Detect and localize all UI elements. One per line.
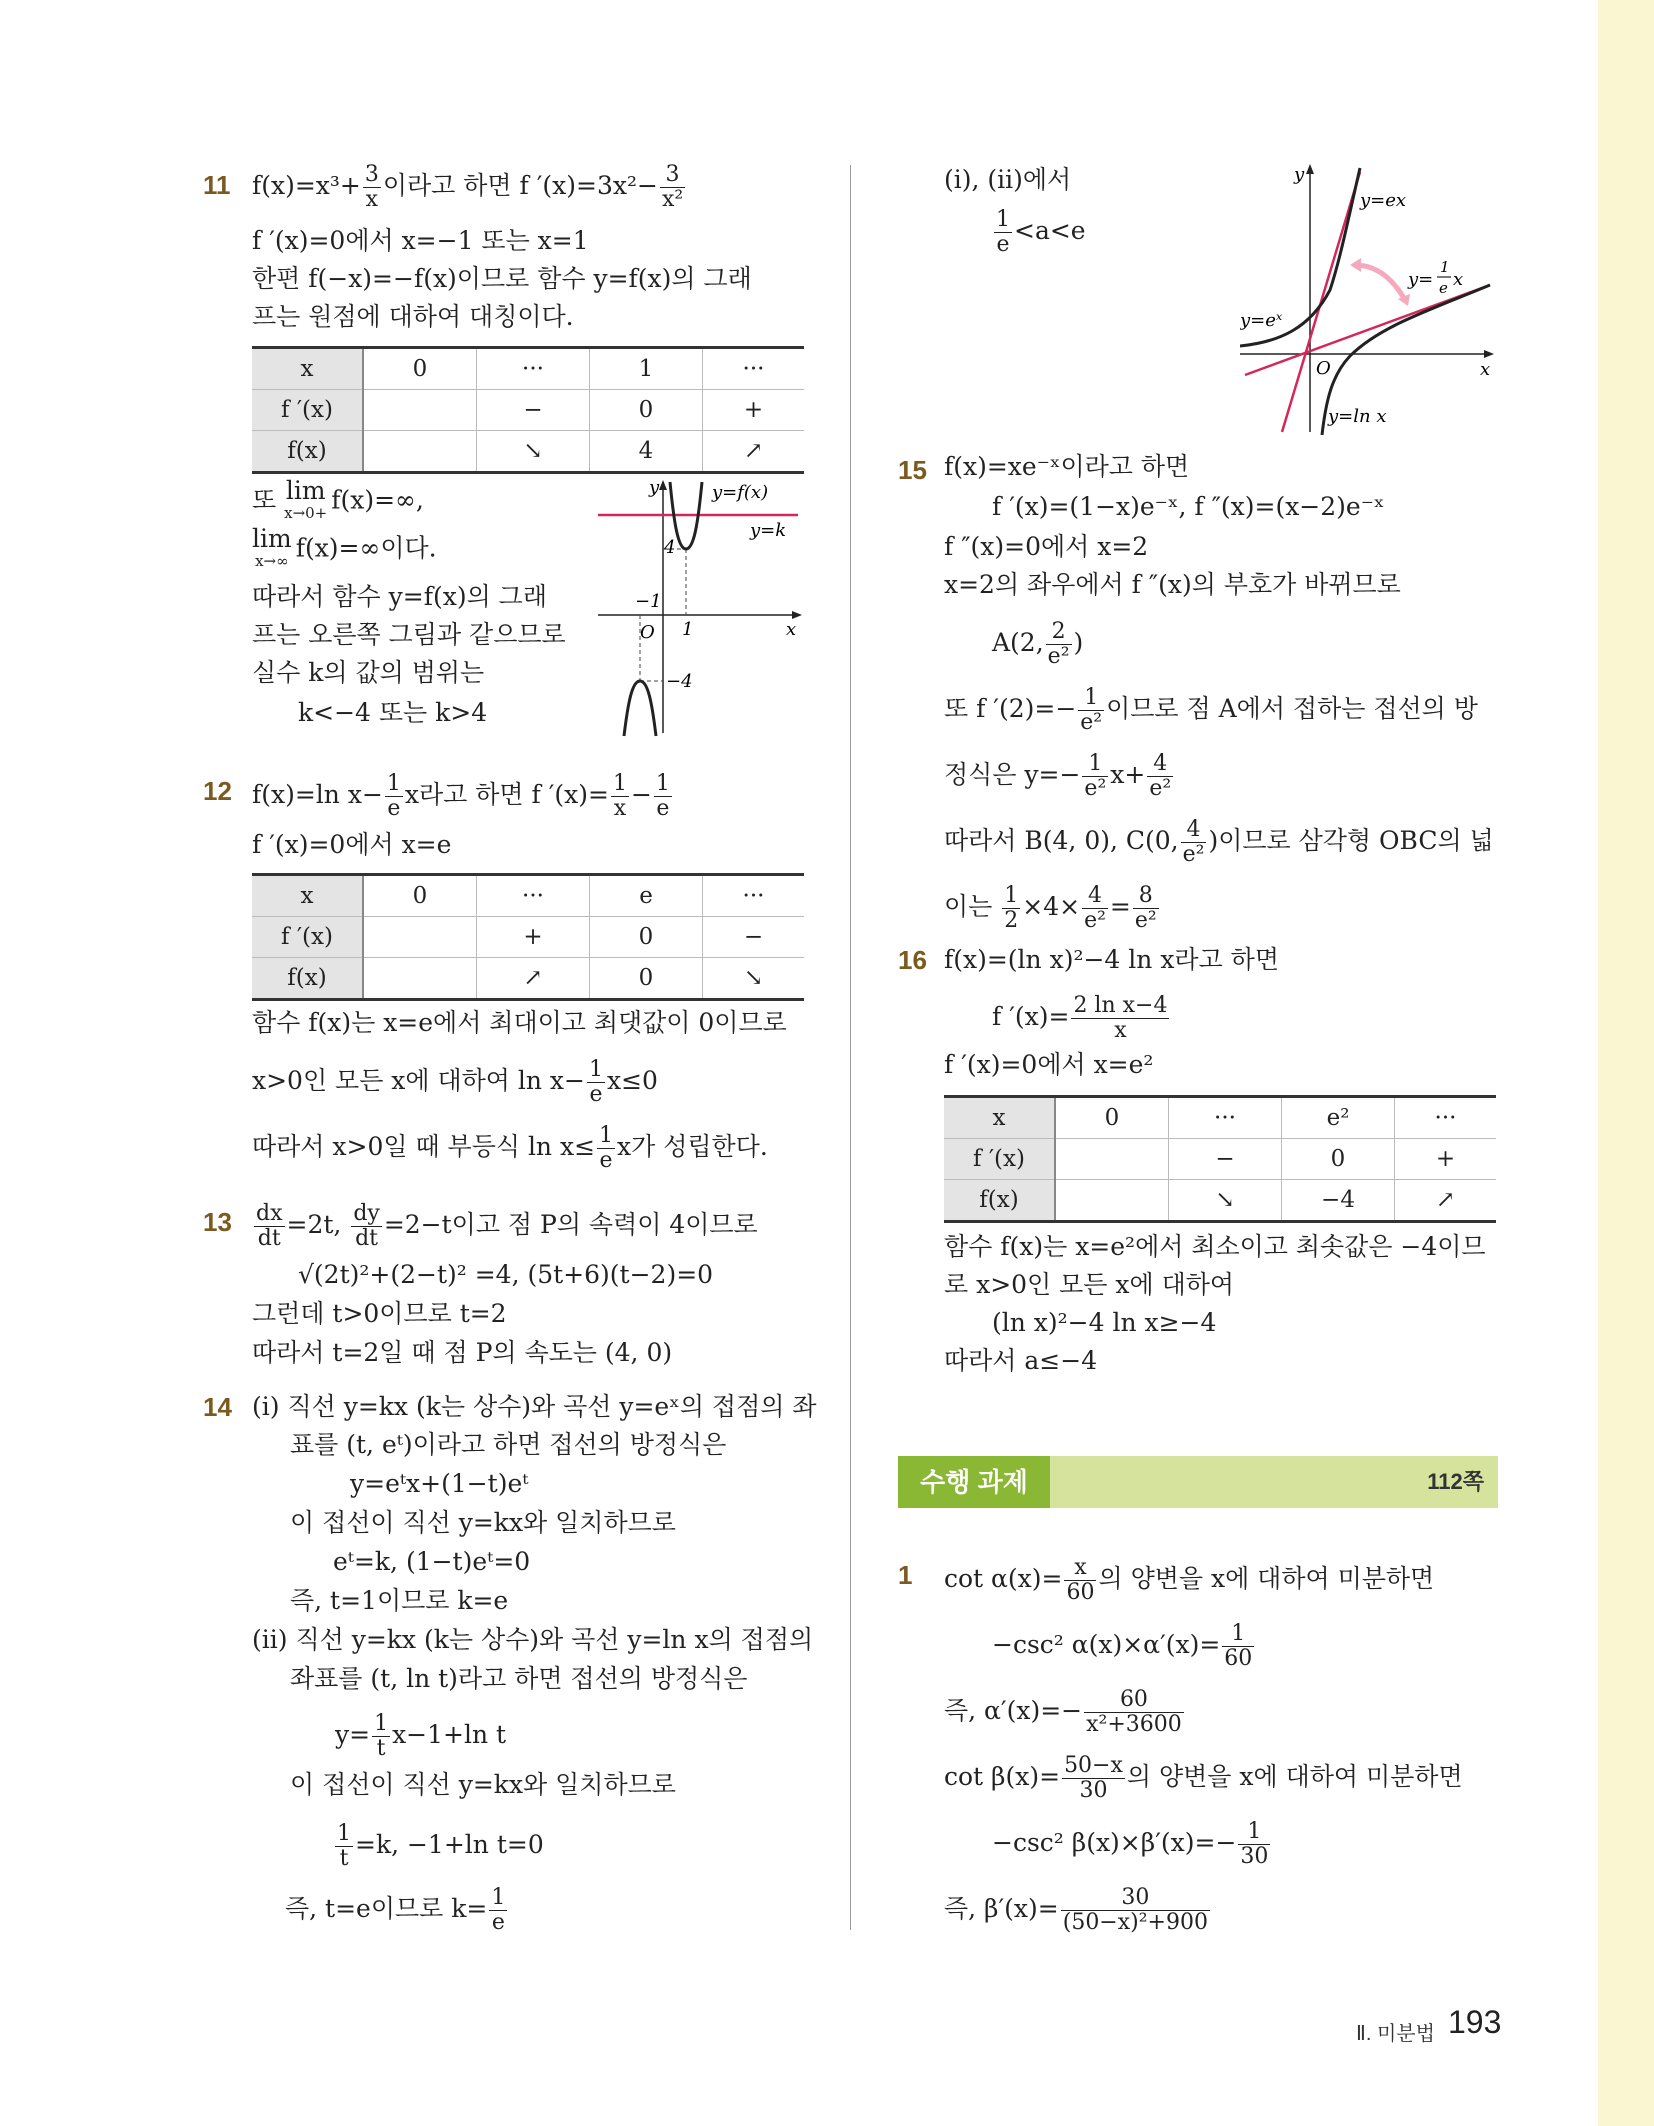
task1-frac2 [1222,1622,1254,1671]
p16-t-r1c3: 0 [1282,1139,1395,1180]
footer-page-number: 193 [1448,2004,1502,2040]
p15-frac6 [1002,884,1020,933]
p12-frac3-num: 1 [655,771,670,796]
p15-line7 [944,752,1175,801]
p12-frac4 [587,1058,605,1107]
p12-frac2 [611,772,629,821]
p11-graph-label-1: 1 [682,619,694,640]
p15-frac2-num: 1 [1078,686,1104,711]
task1-frac6 [1061,1886,1210,1935]
p11-t-r2c0: f(x) [252,431,363,473]
p14-frac1-den: t [376,1736,386,1761]
p11-t-r0c4: ··· [703,348,805,390]
p13-l1a: =2t, [286,1210,342,1239]
p15-l6b: 이므로 점 A에서 접하는 접선의 방 [1106,694,1478,723]
p14-graph-label-y: y [1294,164,1305,185]
p15-line5 [992,620,1083,669]
p16-line4: 함수 f(x)는 x=e²에서 최소이고 최솟값은 −4이므 [944,1232,1486,1261]
p16-t-r1c2: − [1169,1139,1282,1180]
p14-line4: 이 접선이 직선 y=kx와 일치하므로 [290,1508,676,1537]
p12-t-r0c1: 0 [363,875,477,917]
p11-frac1-den: x [365,187,379,212]
p15-line6 [944,686,1478,735]
p16-t-r2c0: f(x) [944,1180,1055,1222]
p15-l9b: ×4× [1022,892,1081,921]
side-margin-strip [1598,0,1654,2126]
task1-frac5-den: 30 [1240,1844,1269,1869]
p11-lim2-sub: x→∞ [255,552,289,570]
task1-l6a: 즉, β′(x)= [944,1894,1059,1923]
p11-graph-label-m4: −4 [666,671,693,692]
p11-t-r0c3: 1 [590,348,703,390]
p14-frac1 [372,1712,390,1761]
p15-frac4 [1147,752,1173,801]
p15-frac7 [1082,884,1108,933]
p16-line6: (ln x)²−4 ln x≥−4 [992,1308,1217,1337]
p14-l9b: x−1+ln t [392,1720,507,1749]
p11-t-r2c2: ↘ [477,431,590,473]
p12-t-r0c4: ··· [703,875,805,917]
p12-frac1-num: 1 [386,771,401,796]
p15-frac6-num: 1 [1004,883,1019,908]
p11-graph-label-x: x [786,619,797,640]
p14-line11 [333,1822,544,1871]
p12-t-r1c0: f ′(x) [252,917,363,958]
p12-t-r2c3: 0 [590,958,703,1000]
p14-frac2 [335,1822,353,1871]
task1-frac2-num: 1 [1222,1622,1254,1647]
p11-line7: 따라서 함수 y=f(x)의 그래 [252,582,547,611]
p12-frac1-den: e [387,796,401,821]
p14-graph-rotation-arrow [1355,265,1405,300]
p15-frac2 [1078,686,1104,735]
p15-l7b: x+ [1110,760,1146,789]
task1-frac6-num: 30 [1061,1886,1210,1911]
p16-line1: f(x)=(ln x)²−4 ln x라고 하면 [944,945,1279,974]
p11-graph [598,478,803,740]
task1-frac3-den: x²+3600 [1086,1712,1182,1737]
p11-t-r2c3: 4 [590,431,703,473]
problem-14-number: 14 [203,1392,232,1422]
p14-frac2-den: t [339,1846,349,1871]
p12-frac5-den: e [599,1148,613,1173]
task-banner-label: 수행 과제 [898,1456,1050,1508]
p12-line3: 함수 f(x)는 x=e에서 최대이고 최댓값이 0이므로 [252,1008,787,1037]
p16-t-r0c1: 0 [1055,1097,1169,1139]
p11-t-r0c0: x [252,348,363,390]
p14-graph-label-ln: y=ln x [1328,406,1387,427]
p14-line3: y=eᵗx+(1−t)eᵗ [350,1469,529,1498]
task-1-number: 1 [898,1560,913,1590]
p12-t-r0c0: x [252,875,363,917]
p16-t-r2c1 [1055,1180,1169,1222]
p16-t-r0c4: ··· [1395,1097,1497,1139]
p15-frac1 [1046,620,1072,669]
p12-line1 [252,772,674,821]
p12-frac5 [597,1124,615,1173]
p12-l1b: x라고 하면 f ′(x)= [404,780,609,809]
p15-l9a: 이는 [944,892,1001,921]
p11-t-r2c1 [363,431,477,473]
p15-frac3-num: 1 [1082,752,1108,777]
p14-graph-arrowhead-1 [1350,258,1361,272]
p15-line3: f ″(x)=0에서 x=2 [944,532,1149,561]
p13-line2: √(2t)²+(2−t)² =4, (5t+6)(t−2)=0 [298,1260,714,1289]
task1-frac3-num: 60 [1084,1688,1184,1713]
p15-line2: f ′(x)=(1−x)e⁻ˣ, f ″(x)=(x−2)e⁻ˣ [992,492,1385,521]
p15-frac5 [1181,818,1207,867]
p11-l6-post: f(x)=∞이다. [295,533,437,563]
p11-l1b: 이라고 하면 f ′(x)=3x²− [382,171,658,200]
task1-line6 [944,1886,1212,1935]
p15-line8 [944,818,1494,867]
p11-lim2 [252,524,292,572]
p11-t-r0c2: ··· [477,348,590,390]
task1-frac1 [1064,1556,1096,1605]
p15-frac4-den: e² [1149,776,1172,801]
p14-line12 [285,1886,509,1935]
p16-l2a: f ′(x)= [992,1002,1070,1031]
p11-t-r1c2: − [477,390,590,431]
p11-t-r1c1 [363,390,477,431]
p15-l6a: 또 f ′(2)=− [944,694,1077,723]
p12-l1a: f(x)=ln x− [252,780,383,809]
p11-l1a: f(x)=x³+ [252,171,361,200]
p14-line8: 좌표를 (t, ln t)라고 하면 접선의 방정식은 [290,1664,748,1693]
p14-graph-label-ex: y=ex [1360,190,1407,211]
p14-line5: eᵗ=k, (1−t)eᵗ=0 [333,1547,531,1576]
p12-t-r1c2: + [477,917,590,958]
p12-frac2-num: 1 [612,771,627,796]
p12-frac2-den: x [613,796,627,821]
task1-l5a: −csc² β(x)×β′(x)=− [992,1828,1237,1857]
task1-frac4-den: 30 [1079,1778,1108,1803]
p15-frac5-num: 4 [1181,818,1207,843]
p16-frac1-den: x [1114,1018,1127,1043]
p15-frac3-den: e² [1084,776,1107,801]
p16-line2 [992,994,1171,1043]
p12-l5a: 따라서 x>0일 때 부등식 ln x≤ [252,1132,596,1161]
p11-graph-label-fx: y=f(x) [712,482,769,503]
p14-frac4-den: e [996,232,1010,257]
task1-l3a: 즉, α′(x)=− [944,1696,1083,1725]
p14-graph-label-x: x [1480,359,1491,380]
p15-frac3 [1082,752,1108,801]
footer-section-label: Ⅱ. 미분법 [1356,2023,1435,2045]
p12-t-r2c4: ↘ [703,958,805,1000]
p14-l11: =k, −1+ln t=0 [355,1830,544,1859]
task1-frac1-num: x [1064,1556,1096,1581]
p11-graph-y-arrow [659,480,667,490]
p11-t-r2c4: ↗ [703,431,805,473]
p12-t-r0c2: ··· [477,875,590,917]
p14-line1: (ⅰ) 직선 y=kx (k는 상수)와 곡선 y=eˣ의 접점의 좌 [252,1392,817,1421]
p12-line5 [252,1124,768,1173]
p11-line4: 프는 원점에 대하여 대칭이다. [252,302,574,331]
p13-frac2 [351,1202,382,1251]
p15-l8b: )이므로 삼각형 OBC의 넓 [1208,826,1494,855]
p14-right-line2 [992,208,1086,257]
task1-frac6-den: (50−x)²+900 [1062,1910,1208,1935]
p12-frac3 [654,772,672,821]
task1-frac3 [1084,1688,1184,1737]
p11-line10: k<−4 또는 k>4 [298,698,488,727]
p12-line4 [252,1058,658,1107]
task1-l1a: cot α(x)= [944,1564,1063,1593]
p11-graph-label-k: y=k [750,520,787,541]
p14-line2: 표를 (t, eᵗ)이라고 하면 접선의 방정식은 [290,1430,727,1459]
p14-graph-label-line-num: 1 [1440,258,1450,276]
p12-t-r1c3: 0 [590,917,703,958]
task-banner-page: 112쪽 [1427,1469,1484,1494]
p11-graph-label-m1: −1 [635,591,662,612]
p12-t-r2c1 [363,958,477,1000]
task1-line1 [944,1556,1434,1605]
column-divider [850,165,851,1930]
p15-frac1-den: e² [1047,644,1070,669]
task1-line2 [992,1622,1256,1671]
p14-line6: 즉, t=1이므로 k=e [290,1586,509,1615]
p13-l1b: =2−t이고 점 P의 속력이 4이므로 [383,1210,758,1239]
p16-line5: 로 x>0인 모든 x에 대하여 [944,1270,1235,1299]
p12-t-r1c4: − [703,917,805,958]
p13-frac1-num: dx [256,1201,283,1226]
p14-frac4-num: 1 [996,207,1010,232]
p16-sign-table [944,1095,1496,1223]
p11-graph-label-y: y [649,478,660,498]
p11-graph-label-4: 4 [664,537,676,558]
p15-l7a: 정식은 y=− [944,760,1081,789]
p16-frac1 [1071,994,1169,1043]
p15-frac8-num: 8 [1133,884,1159,909]
p11-t-r0c1: 0 [363,348,477,390]
p11-graph-label-o: O [640,622,655,643]
p12-l5b: x가 성립한다. [617,1132,768,1161]
p12-l4b: x≤0 [606,1066,658,1095]
p12-frac5-num: 1 [599,1123,614,1148]
p11-line6 [252,524,437,572]
p14-graph-x-arrow [1484,350,1494,358]
p11-line9: 실수 k의 값의 범위는 [252,658,485,687]
p15-frac8-den: e² [1134,908,1157,933]
p12-frac3-den: e [656,796,670,821]
p15-frac4-num: 4 [1147,752,1173,777]
p16-t-r0c3: e² [1282,1097,1395,1139]
task1-frac5 [1238,1820,1270,1869]
p15-line9 [944,884,1161,933]
p14-graph-label-o: O [1316,358,1331,379]
p15-frac8 [1133,884,1159,933]
p16-line7: 따라서 a≤−4 [944,1346,1098,1375]
problem-11-number: 11 [203,170,231,200]
p15-frac6-den: 2 [1004,908,1019,933]
problem-15-number: 15 [898,455,927,485]
p14-right-line1: (ⅰ), (ⅱ)에서 [944,165,1072,194]
p14-line10: 이 접선이 직선 y=kx와 일치하므로 [290,1770,676,1799]
p16-t-r0c2: ··· [1169,1097,1282,1139]
problem-13-number: 13 [203,1207,232,1237]
p16-t-r1c1 [1055,1139,1169,1180]
task1-frac2-den: 60 [1224,1646,1253,1671]
p16-t-r1c4: + [1395,1139,1497,1180]
p15-frac1-num: 2 [1046,620,1072,645]
p12-l4a: x>0인 모든 x에 대하여 ln x− [252,1066,585,1095]
p11-l5-pre: 또 [252,485,277,515]
p12-l1c: − [630,780,652,809]
p13-frac1-den: dt [257,1226,281,1251]
p14-graph-label-exp: y=eˣ [1240,310,1283,331]
p15-l5b: ) [1073,628,1084,657]
task1-l4b: 의 양변을 x에 대하여 미분하면 [1126,1762,1463,1791]
p14-frac3-den: e [491,1910,505,1935]
p16-t-r2c4: ↗ [1395,1180,1497,1222]
p16-t-r2c3: −4 [1282,1180,1395,1222]
p15-frac7-den: e² [1084,908,1106,933]
task1-line4 [944,1754,1463,1803]
p11-frac2-den: x² [661,187,684,212]
p12-t-r2c0: f(x) [252,958,363,1000]
p14-graph-label-line-den: e [1439,279,1448,297]
p12-t-r2c2: ↗ [477,958,590,1000]
p11-line2: f ′(x)=0에서 x=−1 또는 x=1 [252,226,589,255]
p15-frac5-den: e² [1182,842,1205,867]
task1-line5 [992,1820,1272,1869]
p11-lim1 [284,476,328,524]
p13-frac2-den: dt [355,1226,379,1251]
task1-frac4-num: 50−x [1064,1753,1123,1778]
p16-line3: f ′(x)=0에서 x=e² [944,1050,1154,1079]
p11-graph-x-arrow [792,611,802,619]
p13-line1 [252,1202,758,1251]
task1-l2a: −csc² α(x)×α′(x)= [992,1630,1221,1659]
p14-graph-label-line-pre: y= [1408,269,1434,290]
p12-frac4-den: e [589,1082,603,1107]
p12-sign-table [252,873,804,1001]
p14-l12a: 즉, t=e이므로 k= [285,1894,488,1923]
p16-frac1-num: 2 ln x−4 [1073,993,1168,1018]
p11-line5 [252,476,424,524]
p15-line1: f(x)=xe⁻ˣ이라고 하면 [944,452,1190,481]
p14-graph-label-line-post: x [1453,269,1464,290]
task1-frac5-num: 1 [1238,1820,1270,1845]
p14-frac3-num: 1 [491,1885,506,1910]
task1-l4a: cot β(x)= [944,1762,1061,1791]
p14-graph [1240,160,1500,435]
p14-l9a: y= [335,1720,371,1749]
p15-line4: x=2의 좌우에서 f ″(x)의 부호가 바뀌므로 [944,570,1401,599]
p11-t-r1c4: + [703,390,805,431]
p11-line1 [252,163,687,212]
p14-line9 [335,1712,506,1761]
p12-line2: f ′(x)=0에서 x=e [252,830,452,859]
p12-frac4-num: 1 [588,1057,603,1082]
p11-frac1-num: 3 [364,162,379,187]
p11-t-r1c0: f ′(x) [252,390,363,431]
p14-frac3 [489,1886,507,1935]
p11-graph-curve-left [624,681,656,736]
p14-frac1-num: 1 [374,1711,389,1736]
task1-line3 [944,1688,1186,1737]
p11-frac2 [660,163,685,212]
p13-line3: 그런데 t>0이므로 t=2 [252,1299,507,1328]
p11-frac2-num: 3 [660,163,685,188]
p16-t-r0c0: x [944,1097,1055,1139]
p15-l9c: = [1109,892,1131,921]
p12-frac1 [385,772,403,821]
p15-frac2-den: e² [1080,710,1103,735]
p13-frac2-num: dy [353,1201,380,1226]
task1-frac1-den: 60 [1066,1580,1095,1605]
p11-frac1 [363,163,381,212]
p14-line7: (ⅱ) 직선 y=kx (k는 상수)와 곡선 y=ln x의 접점의 [252,1625,814,1654]
problem-12-number: 12 [203,776,232,806]
p15-l5a: A(2, [992,628,1044,657]
task-banner [898,1456,1498,1508]
p14-graph-y-arrow [1306,164,1314,174]
task1-l1b: 의 양변을 x에 대하여 미분하면 [1098,1564,1435,1593]
p16-t-r2c2: ↘ [1169,1180,1282,1222]
p14-r2: <a<e [1014,216,1086,245]
task1-frac4 [1062,1754,1125,1803]
problem-16-number: 16 [898,945,927,975]
p11-t-r1c3: 0 [590,390,703,431]
p12-t-r0c3: e [590,875,703,917]
p13-line4: 따라서 t=2일 때 점 P의 속도는 (4, 0) [252,1338,673,1367]
p11-line8: 프는 오른쪽 그림과 같으므로 [252,620,566,649]
p11-lim1-sub: x→0+ [284,504,328,522]
p11-line3: 한편 f(−x)=−f(x)이므로 함수 y=f(x)의 그래 [252,264,752,293]
p13-frac1 [254,1202,285,1251]
p15-frac7-num: 4 [1082,884,1108,909]
p14-frac2-num: 1 [337,1821,351,1846]
p11-sign-table [252,346,804,474]
p11-lim2-word: lim [252,524,292,553]
p15-l8a: 따라서 B(4, 0), C(0, [944,826,1179,855]
p16-t-r1c0: f ′(x) [944,1139,1055,1180]
p11-l5-post: f(x)=∞, [331,485,424,515]
p14-frac4 [994,208,1012,257]
p12-t-r1c1 [363,917,477,958]
p11-lim1-word: lim [285,476,326,505]
